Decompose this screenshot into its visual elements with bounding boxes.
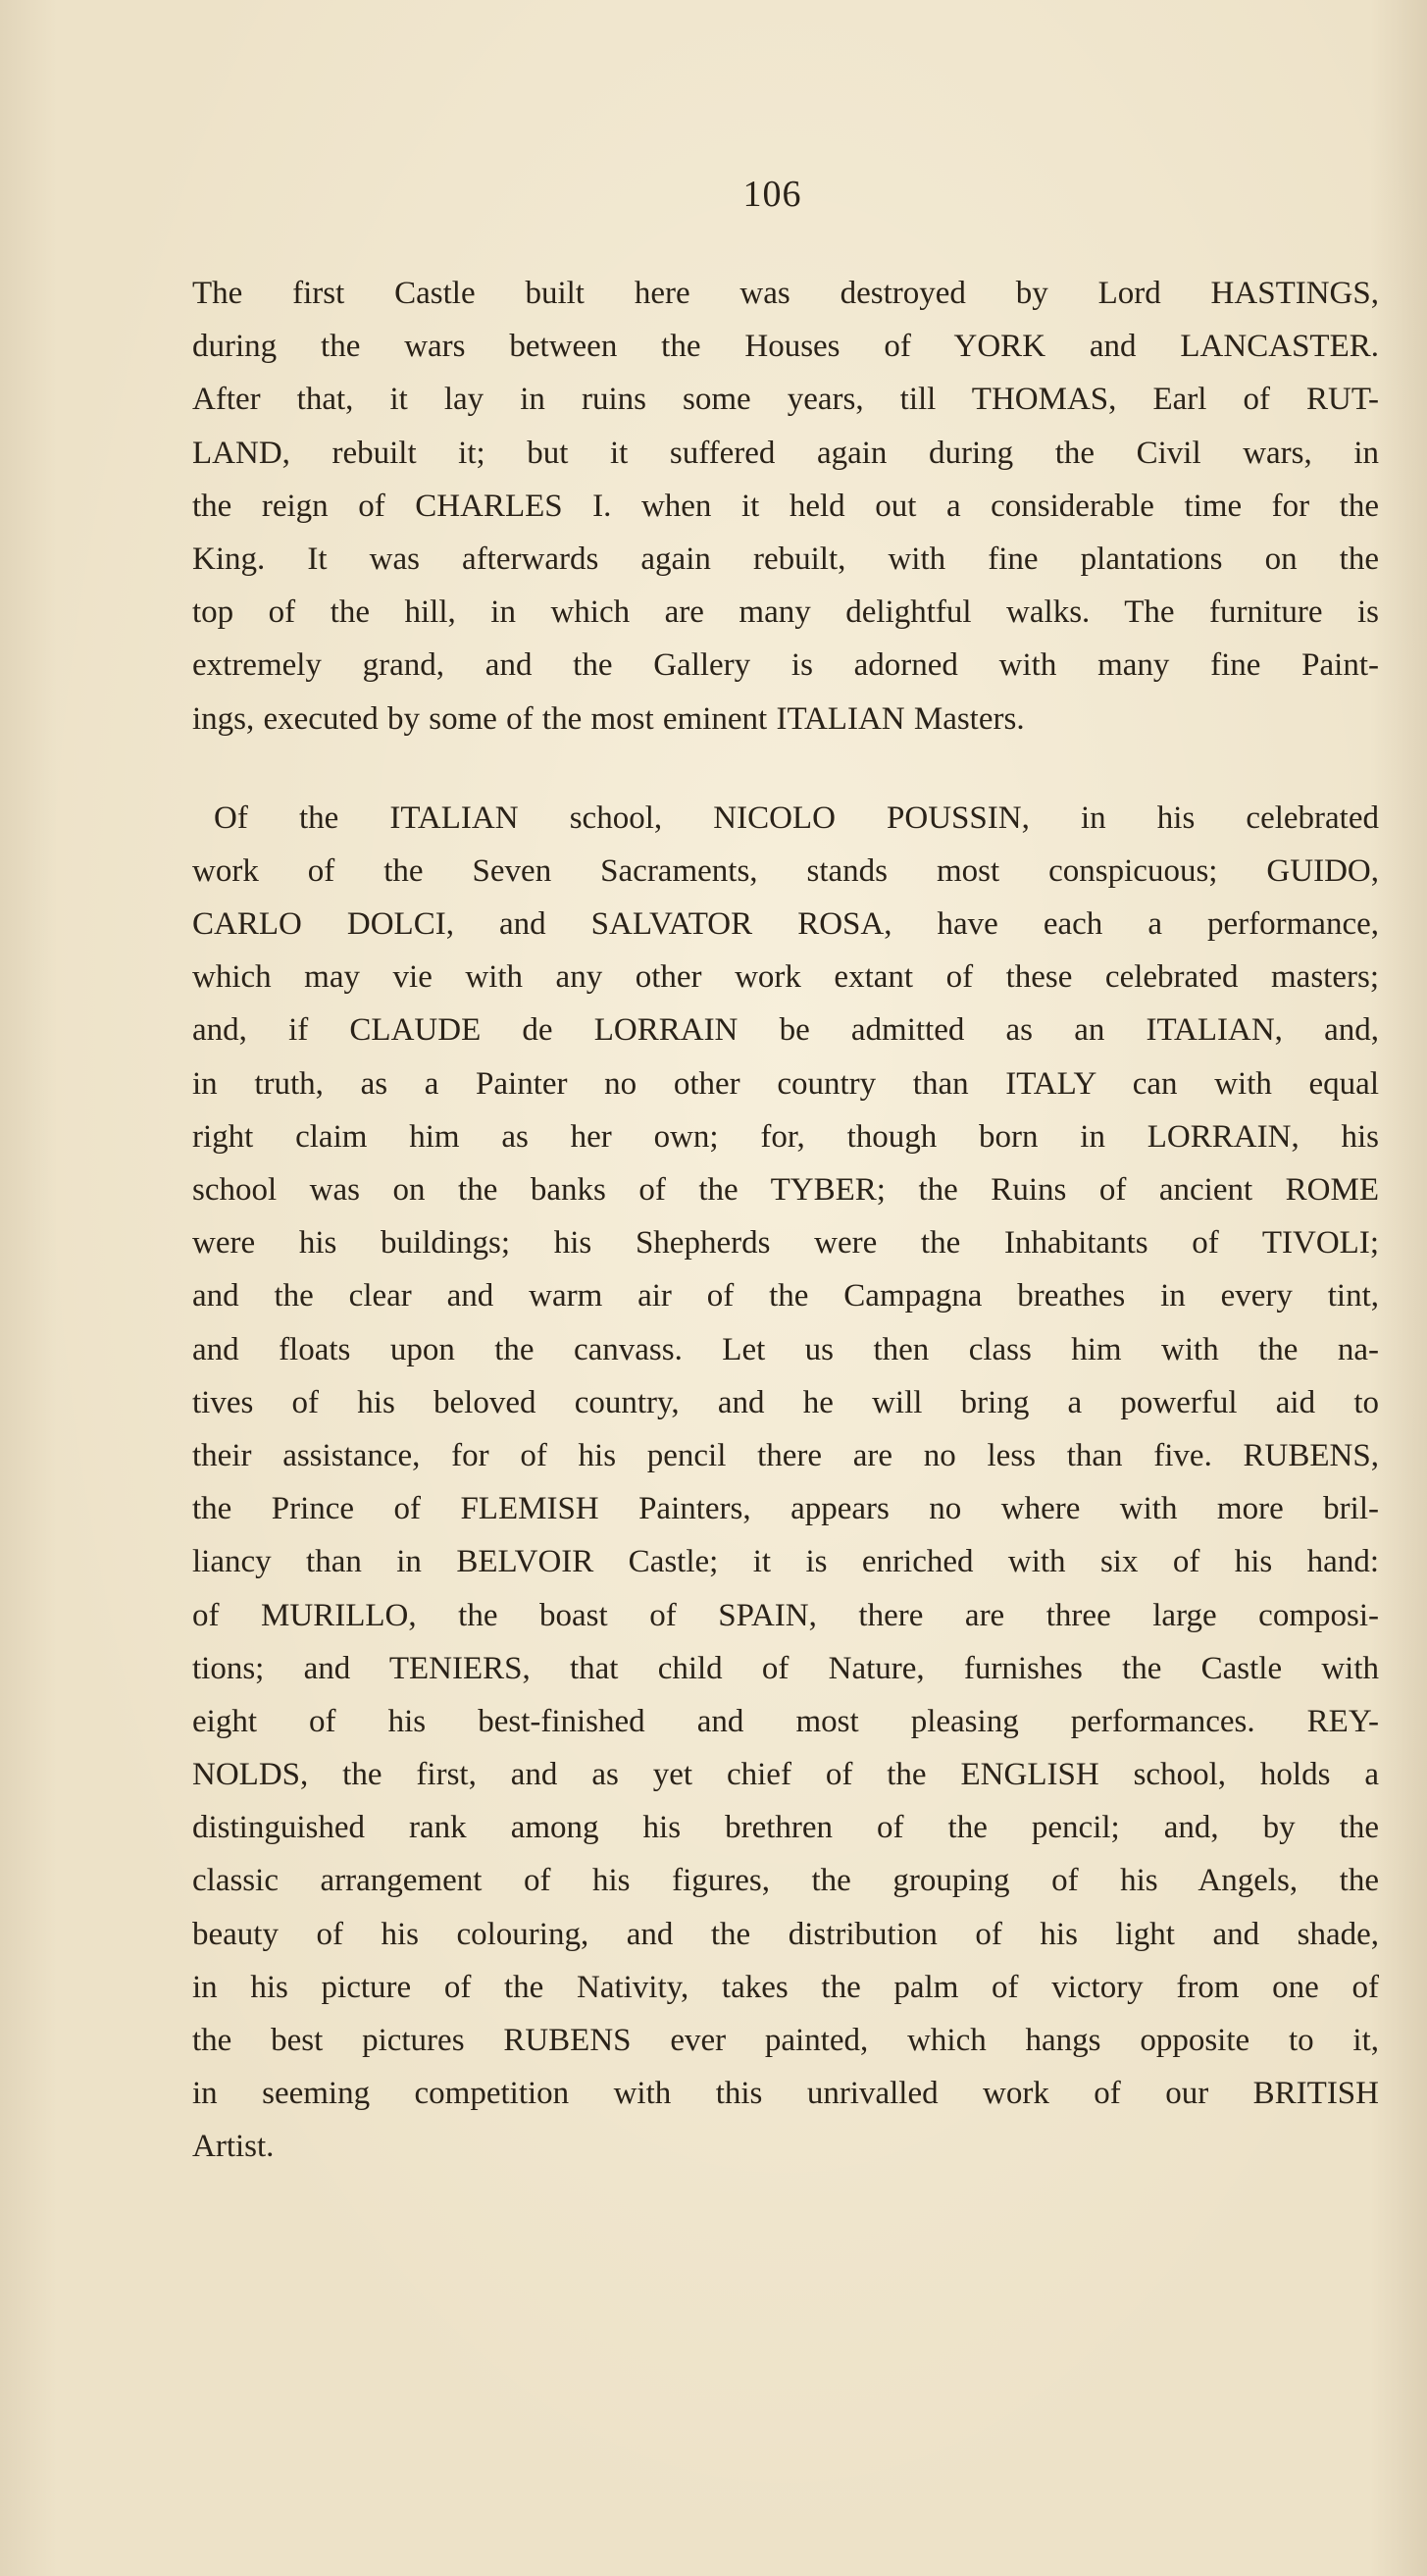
text-line: liancy than in BELVOIR Castle; it is enriched with six of his hand: (192, 1544, 1379, 1580)
paragraph-1 (192, 267, 1379, 746)
text-line: tions; and TENIERS, that child of Nature, furnishes the Castle with (192, 1650, 1379, 1686)
text-line: The first Castle built here was destroyed by Lord HASTINGS, (192, 276, 1379, 311)
text-line: Artist. (192, 2129, 275, 2165)
text-line: and the clear and warm air of the Campagna breathes in every tint, (192, 1278, 1379, 1314)
text-line: and floats upon the canvass. Let us then class him with the na- (192, 1331, 1379, 1367)
text-line: which may vie with any other work extant of these celebrated masters; (192, 959, 1379, 996)
text-line: distinguished rank among his brethren of the pencil; and, by the (192, 1810, 1379, 1846)
text-line: in his picture of the Nativity, takes the palm of victory from one of (192, 1969, 1379, 2005)
text-line: LAND, rebuilt it; but it suffered again during the Civil wars, in (192, 435, 1379, 471)
text-line: in seeming competition with this unrivalled work of our BRITISH (192, 2076, 1379, 2112)
text-line: were his buildings; his Shepherds were the Inhabitants of TIVOLI; (192, 1225, 1379, 1262)
text-line: work of the Seven Sacraments, stands most conspicuous; GUIDO, (192, 852, 1379, 889)
text-line: during the wars between the Houses of YORK and LANCASTER. (192, 329, 1379, 365)
text-line: After that, it lay in ruins some years, till THOMAS, Earl of RUT- (192, 382, 1379, 418)
text-line: their assistance, for of his pencil there are no less than five. RUBENS, (192, 1437, 1379, 1473)
text-line: eight of his best-finished and most pleasing performances. REY- (192, 1703, 1379, 1739)
text-line: King. It was afterwards again rebuilt, with fine plantations on the (192, 541, 1379, 577)
text-line: in truth, as a Painter no other country than ITALY can with equal (192, 1065, 1379, 1102)
text-line: tives of his beloved country, and he will bring a powerful aid to (192, 1384, 1379, 1420)
paragraph-2 (192, 792, 1379, 2174)
text-line: ings, executed by some of the most eminent ITALIAN Masters. (192, 700, 1025, 737)
text-line: NOLDS, the first, and as yet chief of the ENGLISH school, holds a (192, 1757, 1379, 1793)
text-line: school was on the banks of the TYBER; the Ruins of ancient ROME (192, 1172, 1379, 1208)
text-line: the Prince of FLEMISH Painters, appears no where with more bril- (192, 1491, 1379, 1527)
text-line: CARLO DOLCI, and SALVATOR ROSA, have each a performance, (192, 906, 1379, 943)
text-line: top of the hill, in which are many delightful walks. The furniture is (192, 594, 1379, 631)
text-line: the best pictures RUBENS ever painted, which hangs opposite to it, (192, 2023, 1379, 2058)
text-line: Of the ITALIAN school, NICOLO POUSSIN, in his celebrated (214, 799, 1379, 836)
body-text (192, 267, 1379, 2174)
text-line: beauty of his colouring, and the distribution of his light and shade, (192, 1916, 1379, 1952)
page-number: 106 (742, 174, 802, 215)
text-line: extremely grand, and the Gallery is adorned with many fine Paint- (192, 647, 1379, 684)
text-line: the reign of CHARLES I. when it held out a considerable time for the (192, 488, 1379, 524)
text-line: and, if CLAUDE de LORRAIN be admitted as an ITALIAN, and, (192, 1012, 1379, 1049)
text-line: right claim him as her own; for, though born in LORRAIN, his (192, 1118, 1379, 1155)
text-line: of MURILLO, the boast of SPAIN, there are three large composi- (192, 1597, 1379, 1633)
text-line: classic arrangement of his figures, the grouping of his Angels, the (192, 1863, 1379, 1899)
